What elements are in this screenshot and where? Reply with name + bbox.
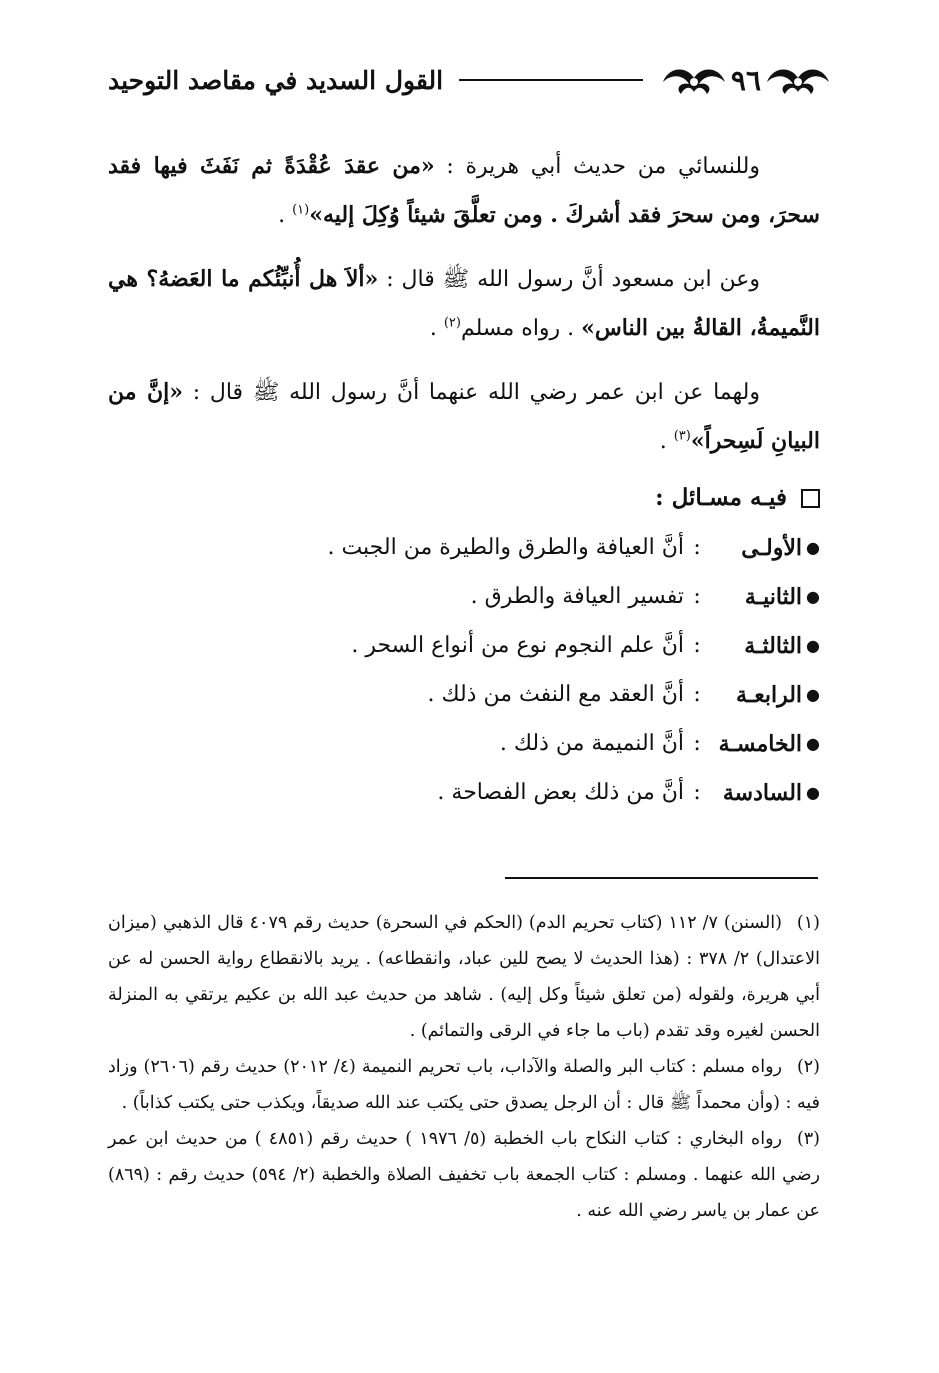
footnote-ref: (٣): [673, 428, 691, 444]
paragraph-tail: .: [659, 429, 674, 454]
list-item: [108, 768, 820, 817]
issue-text: أنَّ علم النجوم نوع من أنواع السحر .: [351, 633, 685, 658]
book-title: القول السديد في مقاصد التوحيد: [108, 65, 444, 95]
issues-list: [108, 523, 820, 817]
footnote-item: [108, 1121, 820, 1229]
page-header: [108, 55, 833, 105]
footnote-number: (١): [796, 913, 820, 933]
issue-text: أنَّ العقد مع النفث من ذلك .: [427, 682, 685, 707]
issue-ordinal: الخامسـة: [718, 730, 803, 757]
page-number: ٩٦: [730, 63, 761, 97]
footnote-ref: (١): [292, 202, 310, 218]
bullet-icon: ●: [806, 636, 820, 655]
footnote-text: (السنن) ٧/ ١١٢ (كتاب تحريم الدم) (الحكم في السحرة) حديث رقم ٤٠٧٩ قال الذهبي (ميزان الاعتدال) ٢/ ٣٧٨ : (هذا الحديث لا يصح للين عباد، وانقطاعه) . يريد بالانقطاع رواية الحسن له عن أبي هريرة، ولقوله (من تعلق شيئاً وكل إليه) . شاهد من حديث عبد الله بن عكيم يرتقي به المنزلة الحسن لغيره وقد تقدم (باب ما جاء في الرقى والتمائم) .: [108, 913, 820, 1041]
paragraph-lead: وللنسائي من حديث أبي هريرة :: [434, 154, 760, 179]
hadith-text: «من عقدَ عُقْدَةً ثم نَفَثَ فيها فقد سحرَ، ومن سحرَ فقد أشركَ . ومن تعلَّقَ شيئاً وُكِلَ إليه»: [108, 153, 820, 228]
list-item: [108, 719, 820, 768]
paragraph-tail: . رواه مسلم: [460, 316, 582, 341]
paragraph-tail: .: [429, 316, 444, 341]
issue-text: أنَّ النميمة من ذلك .: [499, 731, 685, 756]
header-divider: [459, 79, 643, 81]
list-item: [108, 572, 820, 621]
list-item: [108, 523, 820, 572]
issues-heading-text: فيـه مسـائل :: [655, 484, 787, 511]
bullet-icon: ●: [806, 685, 820, 704]
separator: :: [693, 780, 701, 805]
issue-text: تفسير العيافة والطرق .: [470, 584, 685, 609]
bullet-icon: ●: [806, 587, 820, 606]
issues-heading: [108, 478, 820, 518]
footnote-number: (٢): [796, 1057, 820, 1077]
paragraph-ibn-masud: [108, 255, 820, 353]
issue-text: أنَّ من ذلك بعض الفصاحة .: [437, 780, 685, 805]
paragraph-ibn-umar: [108, 368, 820, 466]
separator: :: [693, 682, 701, 707]
list-item: [108, 670, 820, 719]
footnote-divider: [505, 877, 818, 879]
issue-ordinal: الثانيـة: [744, 583, 803, 610]
hadith-text: «ألاَ هل أُنبِّئُكم ما العَضهُ؟ هي النَّميمةُ، القالةُ بين الناس»: [108, 266, 820, 341]
paragraph-lead: وعن ابن مسعود أنَّ رسول الله ﷺ قال :: [378, 267, 760, 292]
footnote-ref: (٢): [443, 315, 461, 331]
issue-ordinal: الثالثـة: [744, 632, 803, 659]
paragraph-nasai: [108, 142, 820, 240]
bullet-icon: ●: [806, 783, 820, 802]
footnote-number: (٣): [796, 1129, 820, 1149]
list-item: [108, 621, 820, 670]
separator: :: [693, 731, 701, 756]
issue-text: أنَّ العيافة والطرق والطيرة من الجبت .: [327, 535, 685, 560]
separator: :: [693, 633, 701, 658]
footnote-text: رواه مسلم : كتاب البر والصلة والآداب، باب تحريم النميمة (٤/ ٢٠١٢) حديث رقم (٢٦٠٦) وزاد فيه : (وأن محمداً ﷺ قال : أن الرجل يصدق حتى يكتب عند الله صديقاً، ويكذب حتى يكتب كذاباً) .: [108, 1057, 820, 1113]
footnote-item: [108, 1049, 820, 1121]
paragraph-tail: .: [278, 203, 293, 228]
paragraph-lead: ولهما عن ابن عمر رضي الله عنهما أنَّ رسول الله ﷺ قال :: [182, 380, 760, 405]
hadith-text: «إنَّ من البيانِ لَسِحراً»: [108, 379, 820, 454]
footnote-item: [108, 905, 820, 1049]
ornament-icon: [659, 60, 729, 100]
ornament-icon: [763, 60, 833, 100]
issue-ordinal: الرابعـة: [735, 681, 803, 708]
bullet-icon: ●: [806, 538, 820, 557]
separator: :: [693, 584, 701, 609]
footnote-text: رواه البخاري : كتاب النكاح باب الخطبة (٥/ ١٩٧٦ ) حديث رقم (٤٨٥١ ) من حديث ابن عمر رضي الله عنهما . ومسلم : كتاب الجمعة باب تخفيف الصلاة والخطبة (٢/ ٥٩٤) حديث رقم : (٨٦٩) عن عمار بن ياسر رضي الله عنه .: [108, 1129, 821, 1221]
square-icon: [801, 489, 820, 508]
bullet-icon: ●: [806, 734, 820, 753]
issue-ordinal: الأولـى: [741, 534, 803, 561]
issue-ordinal: السادسة: [722, 779, 803, 806]
separator: :: [693, 535, 701, 560]
footnotes: [108, 905, 820, 1229]
